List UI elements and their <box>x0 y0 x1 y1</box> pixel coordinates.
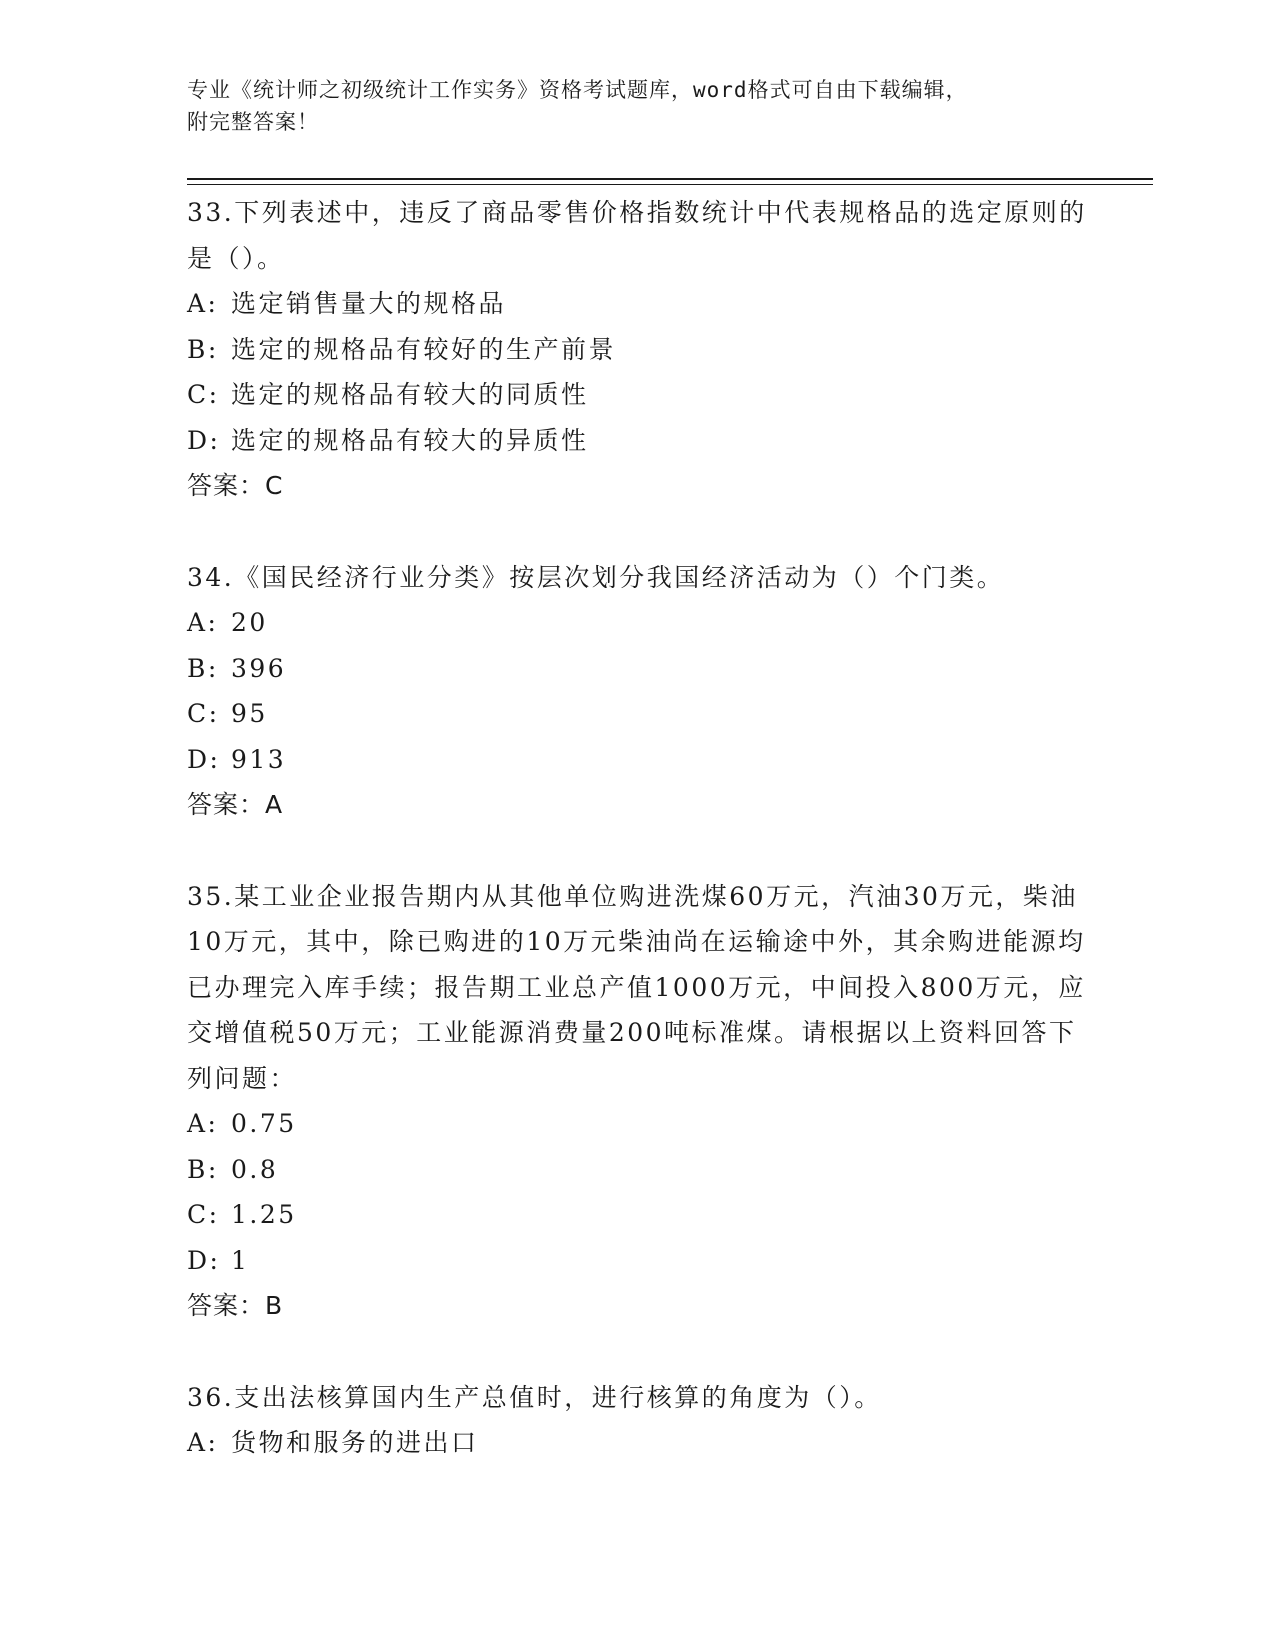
option-text: 选定销售量大的规格品 <box>231 289 507 318</box>
option-key: A: <box>187 1428 219 1457</box>
answer-line: 答案：A <box>187 790 284 819</box>
option-a <box>187 1420 1087 1466</box>
question-stem: 33.下列表述中，违反了商品零售价格指数统计中代表规格品的选定原则的是（）。 <box>187 198 1087 273</box>
option-text: 选定的规格品有较大的同质性 <box>231 380 589 409</box>
question-stem: 34.《国民经济行业分类》按层次划分我国经济活动为（）个门类。 <box>187 562 1005 592</box>
question-33 <box>187 190 1087 509</box>
option-text: 1 <box>231 1245 250 1275</box>
option-text: 选定的规格品有较大的异质性 <box>231 425 589 455</box>
option-c <box>187 1192 1087 1238</box>
option-d <box>187 1238 1087 1284</box>
option-c <box>187 691 1087 737</box>
question-35 <box>187 874 1087 1329</box>
option-text: 1.25 <box>231 1200 297 1229</box>
header-rule-thin <box>187 184 1153 185</box>
question-stem: 35.某工业企业报告期内从其他单位购进洗煤60万元，汽油30万元，柴油10万元，其中，除已购进的10万元柴油尚在运输途中外，其余购进能源均已办理完入库手续；报告期工业总产值1000万元，中间投入800万元，应交增值税50万元；工业能源消费量200吨标准煤。请根据以上资料回答下列问题： <box>187 881 1086 1093</box>
option-d <box>187 418 1087 464</box>
option-key: C: <box>187 699 220 728</box>
option-key: D: <box>187 744 221 774</box>
option-key: D: <box>187 425 221 455</box>
option-b <box>187 327 1087 373</box>
option-key: A: <box>187 608 219 637</box>
document-header <box>187 74 1087 138</box>
option-c <box>187 372 1087 418</box>
option-key: C: <box>187 1200 220 1229</box>
option-text: 396 <box>231 653 287 683</box>
option-key: A: <box>187 289 219 318</box>
option-a <box>187 600 1087 646</box>
header-line-2: 附完整答案！ <box>187 110 319 134</box>
header-line-1: 专业《统计师之初级统计工作实务》资格考试题库，word格式可自由下载编辑， <box>187 78 968 102</box>
option-a <box>187 281 1087 327</box>
option-key: B: <box>187 1154 219 1184</box>
option-key: C: <box>187 380 220 409</box>
question-34 <box>187 555 1087 828</box>
question-stem: 36.支出法核算国内生产总值时，进行核算的角度为（）。 <box>187 1382 882 1412</box>
option-text: 95 <box>231 699 268 728</box>
option-text: 选定的规格品有较好的生产前景 <box>231 334 617 364</box>
question-list <box>187 190 1087 1512</box>
option-b <box>187 646 1087 692</box>
answer-line: 答案：B <box>187 1291 284 1320</box>
option-text: 20 <box>231 608 268 637</box>
option-key: B: <box>187 334 219 364</box>
option-key: B: <box>187 653 219 683</box>
question-36 <box>187 1375 1087 1466</box>
answer-line: 答案：C <box>187 471 284 500</box>
option-d <box>187 737 1087 783</box>
option-text: 货物和服务的进出口 <box>231 1428 479 1457</box>
option-text: 0.75 <box>231 1109 297 1138</box>
option-text: 913 <box>231 744 287 774</box>
option-b <box>187 1147 1087 1193</box>
option-text: 0.8 <box>231 1154 279 1184</box>
option-key: A: <box>187 1109 219 1138</box>
header-rule-thick <box>187 178 1153 180</box>
option-a <box>187 1101 1087 1147</box>
option-key: D: <box>187 1245 221 1275</box>
